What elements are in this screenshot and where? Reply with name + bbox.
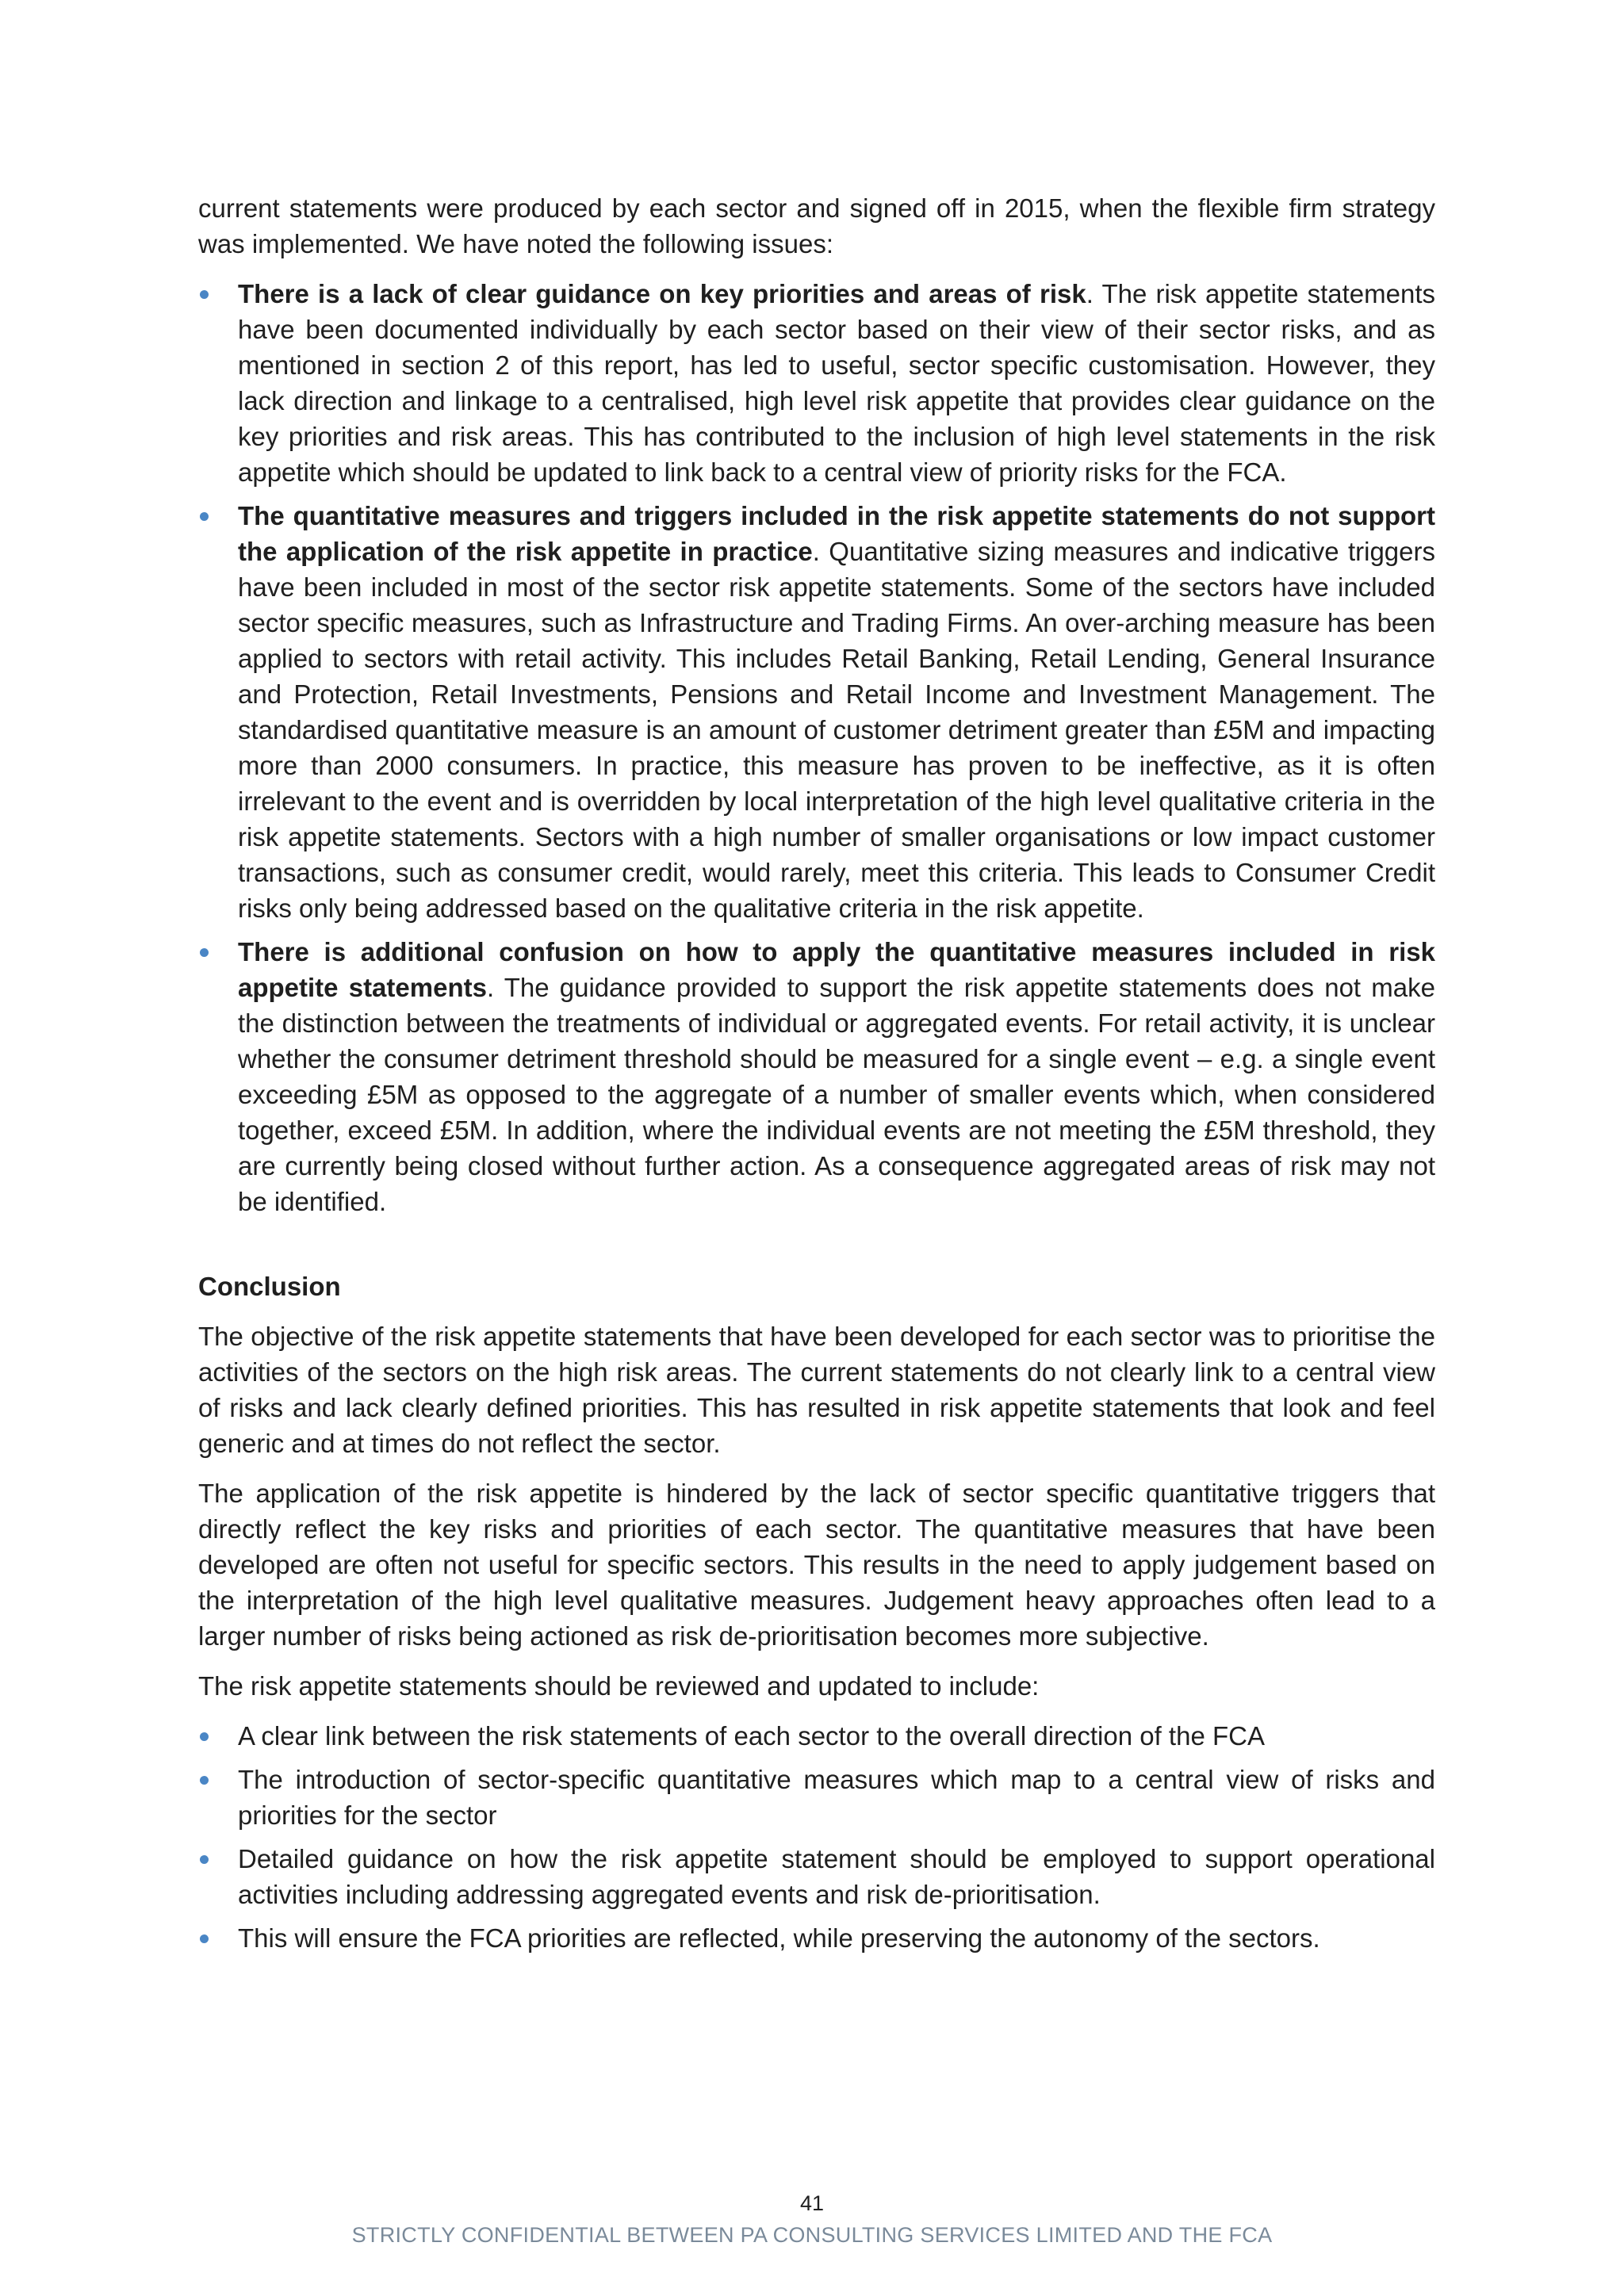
issue-item [198, 934, 1435, 1219]
intro-paragraph: current statements were produced by each sector and signed off in 2015, when the flexible firm strategy was implemented. We have noted the following issues: [198, 193, 1435, 258]
conclusion-paragraph-1: The objective of the risk appetite statements that have been developed for each sector was to prioritise the activities of the sectors on the high risk areas. The current statements do not clearly link to a central view of risks and lack clearly defined priorities. This has resulted in risk appetite statements that look and feel generic and at times do not reflect the sector. [198, 1322, 1435, 1458]
bullet-icon [200, 512, 209, 521]
issue-heading: There is additional confusion on how to apply the quantitative measures included in risk appetite statements [238, 937, 1435, 1002]
recommendations-list [198, 1718, 1435, 1956]
issue-text: . The risk appetite statements have been documented individually by each sector based on their view of their sector risks, and as mentioned in section 2 of this report, has led to useful, sector specific customisation. However, they lack direction and linkage to a centralised, high level risk appetite that provides clear guidance on the key priorities and risk areas. This has contributed to the inclusion of high level statements in the risk appetite which should be updated to link back to a central view of priority risks for the FCA. [238, 279, 1436, 487]
conclusion-heading: Conclusion [198, 1272, 341, 1301]
recommendation-text: This will ensure the FCA priorities are reflected, while preserving the autonomy of the sectors. [238, 1923, 1320, 1953]
recommendation-item [198, 1718, 1435, 1754]
document-page [198, 190, 1435, 1970]
recommendation-item [198, 1841, 1435, 1912]
issue-heading: The quantitative measures and triggers included in the risk appetite statements do not support the application of the risk appetite in practice [238, 501, 1435, 566]
page-number: 41 [799, 2191, 825, 2215]
issue-item [198, 498, 1435, 926]
issues-list [198, 276, 1435, 1219]
confidentiality-footer: STRICTLY CONFIDENTIAL BETWEEN PA CONSULTING SERVICES LIMITED AND THE FCA [351, 2223, 1273, 2247]
conclusion-paragraph-2: The application of the risk appetite is hindered by the lack of sector specific quantitative triggers that directly reflect the key risks and priorities of each sector. The quantitative measures that have been developed are often not useful for specific sectors. This results in the need to apply judgement based on the interpretation of the high level qualitative measures. Judgement heavy approaches often lead to a larger number of risks being actioned as risk de-prioritisation becomes more subjective. [198, 1479, 1435, 1651]
recommendation-item [198, 1920, 1435, 1956]
bullet-icon [200, 1776, 209, 1785]
bullet-icon [200, 1934, 209, 1943]
recommendation-text: Detailed guidance on how the risk appetite statement should be employed to support operational activities including addressing aggregated events and risk de-prioritisation. [238, 1844, 1435, 1909]
issue-text: . Quantitative sizing measures and indicative triggers have been included in most of the sector risk appetite statements. Some of the sectors have included sector specific measures, such as Infrastructure and Trading Firms. An over-arching measure has been applied to sectors with retail activity. This includes Retail Banking, Retail Lending, General Insurance and Protection, Retail Investments, Pensions and Retail Income and Investment Management. The standardised quantitative measure is an amount of customer detriment greater than £5M and impacting more than 2000 consumers. In practice, this measure has proven to be ineffective, as it is often irrelevant to the event and is overridden by local interpretation of the high level qualitative criteria in the risk appetite statements. Sectors with a high number of smaller organisations or low impact customer transactions, such as consumer credit, would rarely, meet this criteria. This leads to Consumer Credit risks only being addressed based on the qualitative criteria in the risk appetite. [238, 537, 1435, 923]
bullet-icon [200, 1732, 209, 1741]
conclusion-paragraph-3: The risk appetite statements should be reviewed and updated to include: [198, 1671, 1040, 1701]
bullet-icon [200, 948, 209, 957]
recommendation-text: The introduction of sector-specific quantitative measures which map to a central view of risks and priorities for the sector [238, 1765, 1435, 1830]
issue-text: . The guidance provided to support the risk appetite statements does not make the distinction between the treatments of individual or aggregated events. For retail activity, it is unclear whether the consumer detriment threshold should be measured for a single event – e.g. a single event exceeding £5M as opposed to the aggregate of a number of smaller events which, when considered together, exceed £5M. In addition, where the individual events are not meeting the £5M threshold, they are currently being closed without further action. As a consequence aggregated areas of risk may not be identified. [238, 973, 1435, 1216]
recommendation-text: A clear link between the risk statements of each sector to the overall direction of the FCA [238, 1721, 1265, 1751]
issue-heading: There is a lack of clear guidance on key priorities and areas of risk [238, 279, 1086, 308]
bullet-icon [200, 290, 209, 299]
recommendation-item [198, 1762, 1435, 1833]
bullet-icon [200, 1855, 209, 1864]
issue-item [198, 276, 1435, 490]
